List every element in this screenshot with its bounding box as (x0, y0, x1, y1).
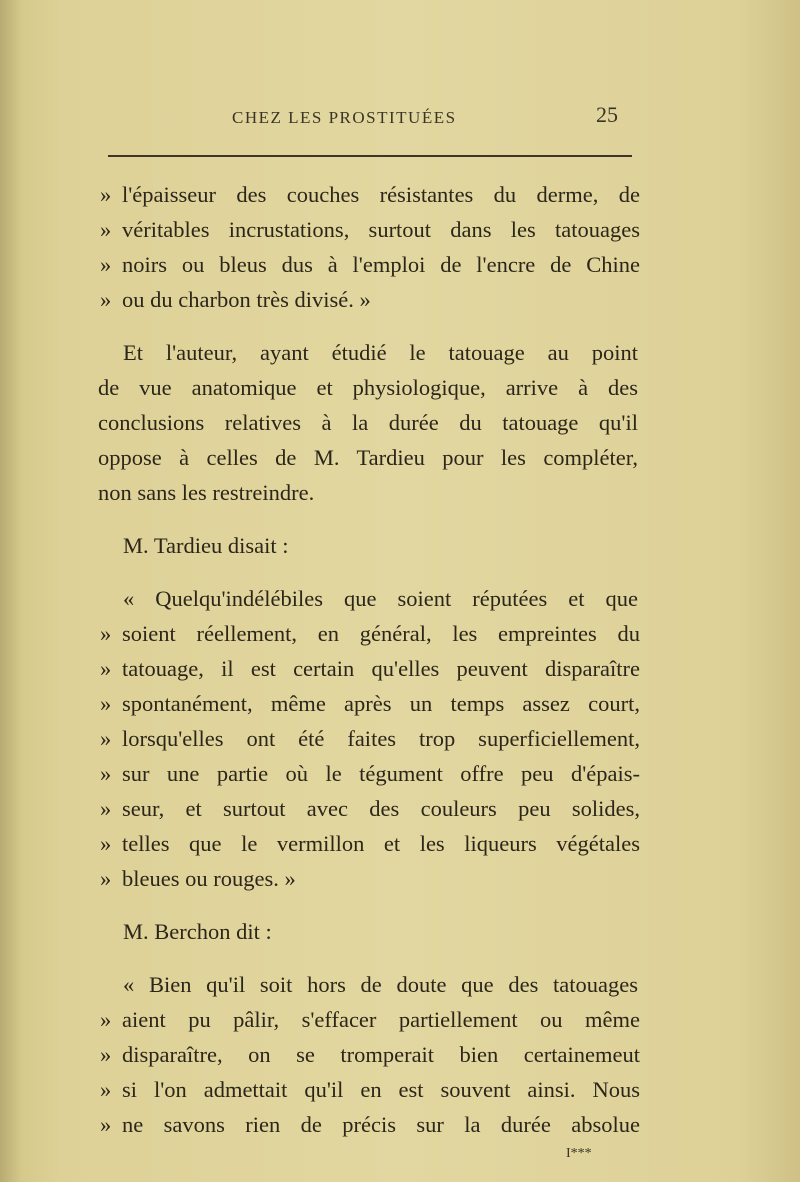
text-line: de vue anatomique et physiologique, arrive à des (98, 375, 638, 400)
text-line: « Bien qu'il soit hors de doute que des tatouages (123, 972, 638, 997)
text-line: M. Berchon dit : (123, 919, 272, 944)
text-line: » soient réellement, en général, les empreintes du (100, 621, 640, 646)
text-line: » bleues ou rouges. » (100, 866, 296, 891)
text-line: » aient pu pâlir, s'effacer partiellement ou même (100, 1007, 640, 1032)
text-line: « Quelqu'indélébiles que soient réputées et que (123, 586, 638, 611)
text-line: » véritables incrustations, surtout dans les tatouages (100, 217, 640, 242)
text-line: Et l'auteur, ayant étudié le tatouage au point (123, 340, 638, 365)
text-line: » l'épaisseur des couches résistantes du derme, de (100, 182, 640, 207)
text-line: » spontanément, même après un temps assez court, (100, 691, 640, 716)
text-line: » ou du charbon très divisé. » (100, 287, 371, 312)
text-line: conclusions relatives à la durée du tatouage qu'il (98, 410, 638, 435)
running-title: CHEZ LES PROSTITUÉES (232, 108, 457, 127)
text-line: » disparaître, on se tromperait bien certainemeut (100, 1042, 640, 1067)
text-line: non sans les restreindre. (98, 480, 315, 505)
text-line: » tatouage, il est certain qu'elles peuvent disparaître (100, 656, 640, 681)
header-rule (108, 155, 632, 157)
text-line: » telles que le vermillon et les liqueurs végétales (100, 831, 640, 856)
text-line: » lorsqu'elles ont été faites trop superficiellement, (100, 726, 640, 751)
text-line: M. Tardieu disait : (123, 533, 289, 558)
text-line: » seur, et surtout avec des couleurs peu solides, (100, 796, 640, 821)
text-line: » ne savons rien de précis sur la durée absolue (100, 1112, 640, 1137)
text-line: oppose à celles de M. Tardieu pour les compléter, (98, 445, 638, 470)
page-number: 25 (596, 102, 618, 127)
text-line: » noirs ou bleus dus à l'emploi de l'encre de Chine (100, 252, 640, 277)
signature-mark: I*** (566, 1146, 592, 1161)
text-line: » si l'on admettait qu'il en est souvent ainsi. Nous (100, 1077, 640, 1102)
text-line: » sur une partie où le tégument offre peu d'épais- (100, 761, 640, 786)
